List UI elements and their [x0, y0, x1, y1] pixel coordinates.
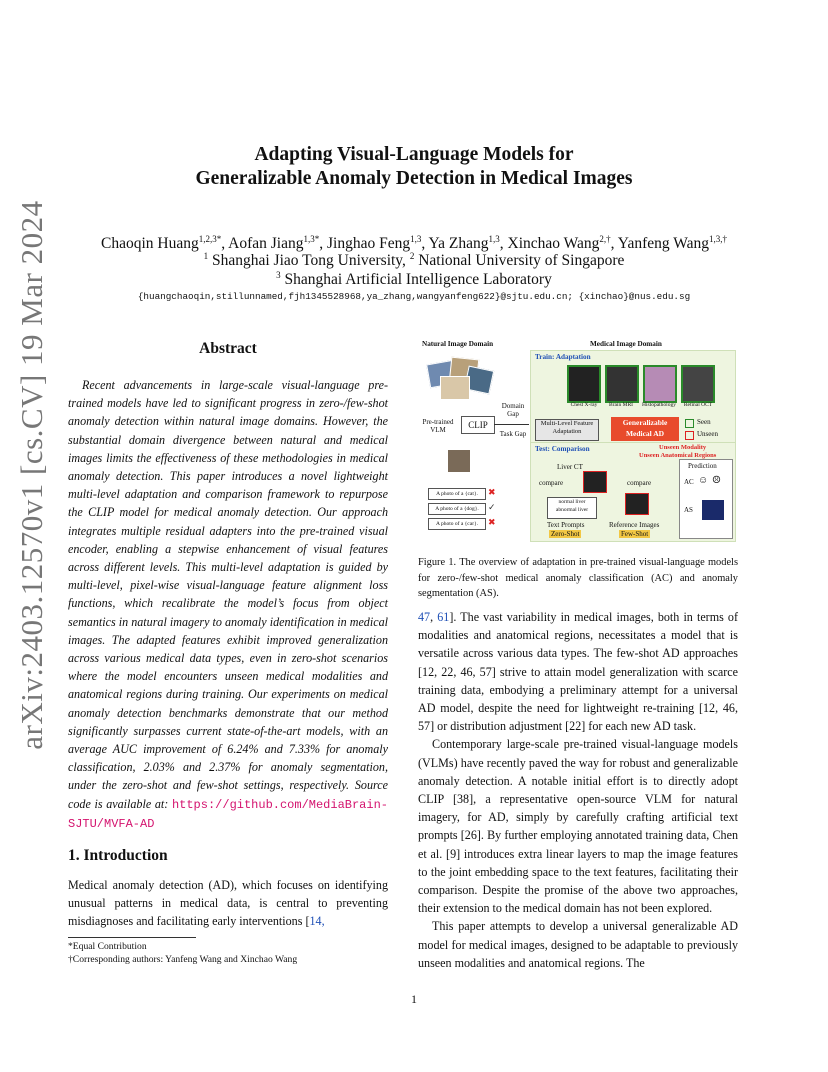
dog-image	[448, 450, 470, 472]
train-adaptation-label: Train: Adaptation	[535, 353, 591, 361]
code-link[interactable]: https://github.com/MediaBrain-SJTU/MVFA-AD	[68, 797, 388, 831]
domain-gap-label: Domain Gap	[501, 402, 525, 418]
train-panel	[530, 350, 736, 448]
paper-title-line1: Adapting Visual-Language Models for	[254, 144, 574, 165]
liver-ct-label: Liver CT	[557, 463, 583, 471]
citation-link[interactable]: 14,	[309, 914, 325, 929]
seen-swatch	[685, 419, 694, 428]
citation-link[interactable]: 61	[437, 610, 450, 624]
liver-ct-image	[583, 471, 607, 493]
intro-body: Medical anomaly detection (AD), which focuses on identifying unusual patterns in medical data, is central to preventing misdiagnoses and facilitating early interventions [14,	[68, 878, 388, 929]
segmentation-map	[702, 500, 724, 520]
chest-xray-image	[567, 365, 601, 403]
retinal-oct-image	[681, 365, 715, 403]
affiliation-line1: $^1$ Shanghai Jiao Tong University, $^2$ National University of Singapore	[203, 251, 625, 270]
histopathology-image	[643, 365, 677, 403]
arrow-line	[494, 424, 529, 425]
sad-face-icon: ☹	[712, 475, 721, 486]
figure-caption: Figure 1. The overview of adaptation in pre-trained visual-language models for zero-/few-shot medical anomaly classification (AC) and anomaly segmentation (AS).	[418, 557, 738, 599]
prompt-car: A photo of a {car}.	[428, 518, 486, 530]
footnote-divider	[68, 937, 196, 938]
author-list: Chaoqin Huang$^{1,2,3*}$, Aofan Jiang$^{1,3*}$, Jinghao Feng$^{1,3}$, Ya Zhang$^{1,3}$, Xinchao Wang$^{2,\dagger}$, Yanfeng Wang$^{1,3,\dagger}$	[101, 234, 727, 253]
few-shot-badge: Few-Shot	[621, 530, 649, 538]
abstract-body: Recent advancements in large-scale visual-language pre-trained models have led to significant progress in zero-/few-shot anomaly detection within natural image domains. However, the substantial domain divergence between natural and medical images limits the effectiveness of these methodologies in medical anomaly detection. This paper introduces a novel lightweight multi-level adaptation and comparison framework to repurpose the CLIP model for medical anomaly detection. Our approach integrates multiple residual adapters into the pre-trained visual encoder, enabling a stepwise enhancement of visual features across different levels. This multi-level adaptation is guided by multi-level, pixel-wise visual-language feature alignment loss functions, which recalibrate the model’s focus from object semantics in natural imagery to anomaly identification in medical images. The adapted features exhibit improved generalization across various medical data types, even in zero-shot scenarios where the model encounters unseen medical modalities and anatomical regions during training. Our experiments on medical anomaly detection benchmarks demonstrate that our method significantly surpasses current state-of-the-art models, with an average AUC improvement of 6.24% and 7.33% for anomaly classification, 2.03% and 2.37% for anomaly segmentation, under the zero-shot and few-shot settings, respectively. Source code is available at: https://github.com/MediaBrain-SJTU/MVFA-AD	[68, 378, 388, 831]
seen-label: Seen	[697, 418, 711, 426]
natural-domain-label: Natural Image Domain	[422, 340, 494, 348]
reference-image	[625, 493, 649, 515]
intro-heading: 1. Introduction	[68, 847, 168, 864]
modality-label: Histopathology	[642, 402, 676, 408]
page-number: 1	[411, 992, 417, 1006]
prompt-cat: A photo of a {cat}.	[428, 488, 486, 500]
brain-mri-image	[605, 365, 639, 403]
test-comparison-label: Test: Comparison	[535, 445, 590, 453]
cross-icon: ✖	[488, 487, 496, 497]
check-icon: ✓	[488, 502, 496, 512]
zero-shot-badge: Zero-Shot	[551, 530, 580, 538]
prediction-label: Prediction	[688, 462, 717, 470]
modality-label: Brain MRI	[609, 402, 633, 408]
task-gap-label: Task Gap	[499, 430, 527, 438]
multi-level-adaptation-box: Multi-Level Feature Adaptation	[535, 419, 599, 441]
generalizable-ad-box: Generalizable Medical AD	[611, 417, 679, 441]
citation-link[interactable]: 47	[418, 610, 431, 624]
prediction-box	[679, 459, 733, 539]
unseen-swatch	[685, 431, 694, 440]
unseen-modality-label: Unseen Modality	[659, 444, 707, 451]
test-panel	[530, 442, 736, 542]
modality-label: Chest X-ray	[570, 402, 598, 408]
text-prompts-label: Text Prompts	[547, 521, 585, 529]
footnote-corresponding: †Corresponding authors: Yanfeng Wang and Xinchao Wang	[68, 954, 298, 965]
right-column-body: 47, 61]. The vast variability in medical images, both in terms of modalities and anatomical regions, necessitates a model that is versatile across various data types. The few-shot AD approaches [12, 22, 46, 57] strive to attain model generalization with scarce training data, embodying a preliminary attempt for a universal AD model, despite the need for lightweight re-training [12, 46, 57] or distribution adjustment [22] for each new AD task. Contemporary large-scale pre-trained visual-language models (VLMs) have recently paved the way for robust and generalizable anomaly detection. A notable initial effort is to directly adopt CLIP [38], a representative open-source VLM for natural imagery, for AD, simply by carefully crafting artificial text prompts [26]. By further employing annotated training data, Chen et al. [9] introduces extra linear layers to map the image features to the joint embedding space to the text features, facilitating their comparison. Despite the promise of the above two approaches, their extension to the medical domain has not been explored. This paper attempts to develop a universal generalizable AD model for medical images, designed to be adaptable to previously unseen modalities and anatomical regions. The	[418, 610, 739, 970]
arxiv-stamp: arXiv:2403.12570v1 [cs.CV] 19 Mar 2024	[14, 200, 49, 750]
footnote-equal-contribution: *Equal Contribution	[68, 941, 147, 952]
abstract-heading: Abstract	[199, 340, 257, 357]
prompt-dog: A photo of a {dog}.	[428, 503, 486, 515]
happy-face-icon: ☺	[698, 475, 709, 486]
clip-box: CLIP	[461, 416, 495, 434]
natural-image-collage	[428, 358, 492, 400]
as-label: AS	[684, 506, 693, 514]
cross-icon: ✖	[488, 517, 496, 527]
figure-1	[418, 338, 738, 543]
author-emails: {huangchaoqin,stillunnamed,fjh1345528968,ya_zhang,wangyanfeng622}@sjtu.edu.cn; {xinchao}@nus.edu.sg	[137, 291, 691, 302]
unseen-regions-label: Unseen Anatomical Regions	[639, 452, 717, 459]
paper-title-line2: Generalizable Anomaly Detection in Medical Images	[195, 168, 633, 189]
compare-label: compare	[539, 479, 564, 487]
ac-label: AC	[684, 478, 694, 486]
affiliation-line2: $^3$ Shanghai Artificial Intelligence Laboratory	[276, 270, 552, 289]
medical-domain-label: Medical Image Domain	[590, 340, 662, 348]
compare-label: compare	[627, 479, 652, 487]
unseen-label: Unseen	[697, 430, 718, 438]
reference-images-label: Reference Images	[609, 521, 660, 529]
liver-prompts-box: normal liver abnormal liver	[547, 497, 597, 519]
modality-label: Retinal OCT	[683, 402, 713, 408]
pretrained-vlm-label: Pre-trained VLM	[422, 418, 454, 434]
